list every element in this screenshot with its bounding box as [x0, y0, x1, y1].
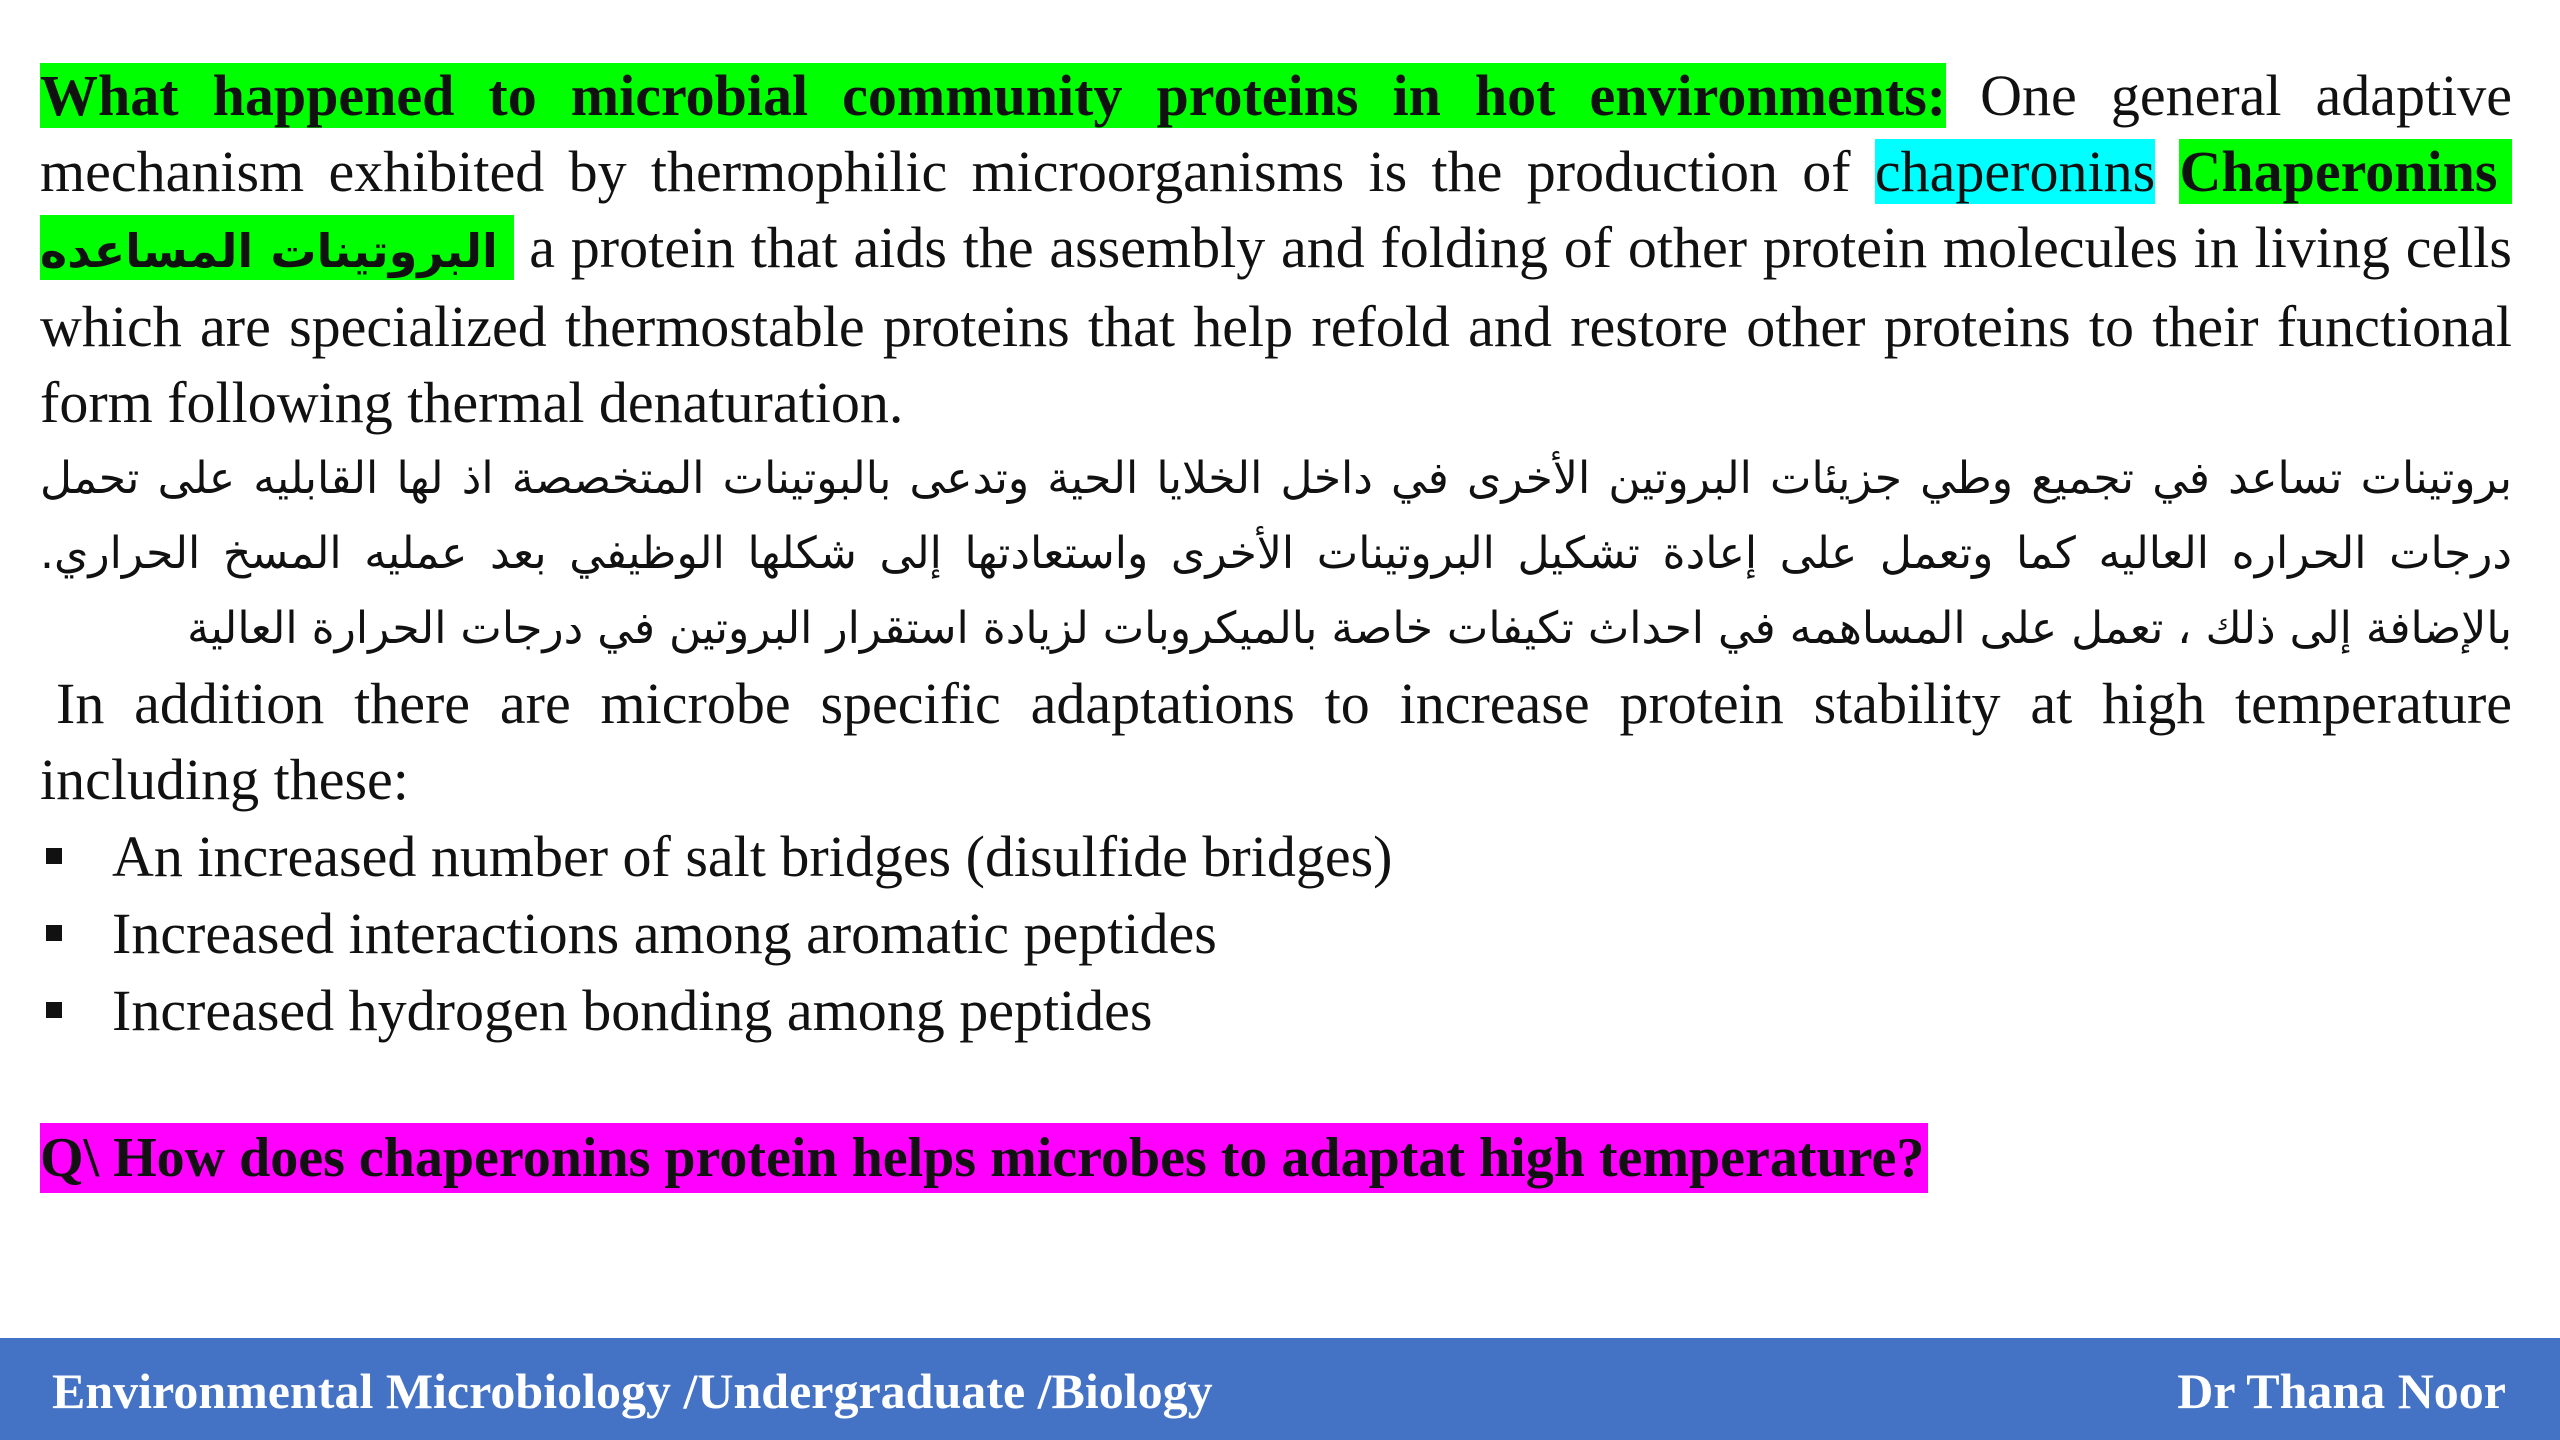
- intro-text-2: a protein that aids the assembly and folding of other protein molecules in living cells which are specialized thermostable proteins that help refold and restore other proteins to their functional form following thermal denaturation.: [40, 215, 2512, 435]
- list-item-text: Increased interactions among aromatic peptides: [112, 901, 1217, 966]
- square-bullet-icon: [46, 1002, 62, 1018]
- list-item-text: An increased number of salt bridges (disulfide bridges): [112, 824, 1393, 889]
- footer-bar: [0, 1338, 2560, 1440]
- intro-text-1: One general adaptive mechanism exhibited by thermophilic microorganisms is the production of: [40, 63, 2512, 204]
- slide-content: [40, 58, 2512, 1193]
- arabic-paragraph: بروتينات تساعد في تجميع وطي جزيئات البروتين الأخرى في داخل الخلايا الحية وتدعى بالبوتينات المتخصصة اذ لها القابليه على تحمل درجات الحراره العاليه كما وتعمل على إعادة تشكيل البروتينات الأخرى واستعادتها إلى شكلها الوظيفي بعد عمليه المسخ الحراري. بالإضافة إلى ذلك ، تعمل على المساهمه في احداث تكيفات خاصة بالميكروبات لزيادة استقرار البروتين في درجات الحرارة العالية: [40, 453, 2512, 654]
- list-item: [40, 972, 2512, 1049]
- list-item: [40, 818, 2512, 895]
- chaperonins-highlight: chaperonins: [1874, 139, 2156, 204]
- list-item: [40, 895, 2512, 972]
- question-highlight: Q\ How does chaperonins protein helps microbes to adaptat high temperature?: [40, 1123, 1928, 1193]
- addition-paragraph: In addition there are microbe specific adaptations to increase protein stability at high temperature including these:: [40, 671, 2512, 812]
- chaperonins-term: Chaperonins: [2179, 139, 2498, 204]
- footer-author: Dr Thana Noor: [2177, 1363, 2506, 1419]
- adaptations-list: [40, 818, 2512, 1049]
- section-heading: What happened to microbial community proteins in hot environments:: [40, 63, 1947, 128]
- list-item-text: Increased hydrogen bonding among peptides: [112, 978, 1153, 1043]
- square-bullet-icon: [46, 925, 62, 941]
- footer-course: Environmental Microbiology /Undergraduate /Biology: [52, 1363, 1213, 1419]
- intro-paragraph: [40, 58, 2512, 441]
- square-bullet-icon: [46, 848, 62, 864]
- arabic-term: البروتينات المساعده: [40, 224, 498, 278]
